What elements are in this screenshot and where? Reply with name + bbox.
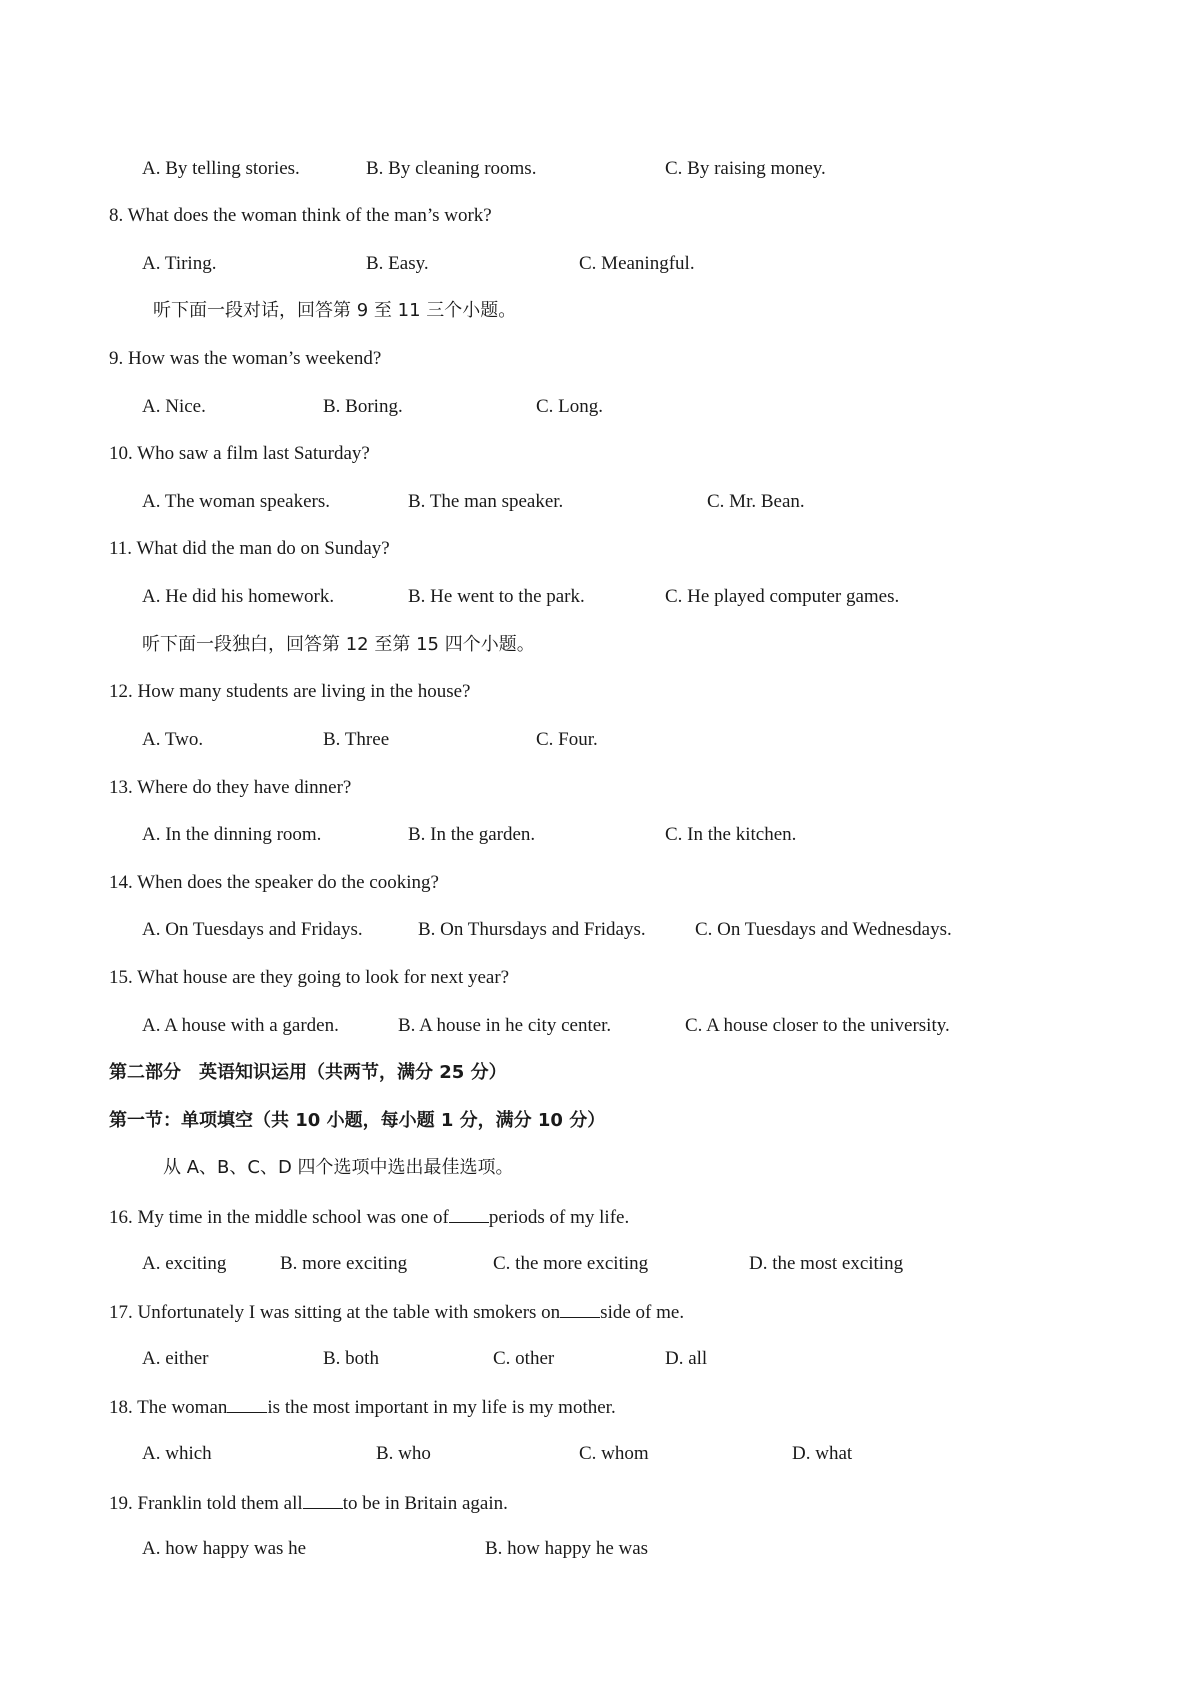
q17-text-before: 17. Unfortunately I was sitting at the table with smokers on <box>109 1302 561 1323</box>
q11-option-c: C. He played computer games. <box>665 586 900 607</box>
q17-option-b: B. both <box>323 1348 379 1369</box>
part2-heading: 第二部分 英语知识运用（共两节，满分 25 分） <box>109 1062 507 1083</box>
q16-option-d: D. the most exciting <box>749 1253 904 1274</box>
q18-blank <box>227 1394 267 1413</box>
q8-option-b: B. Easy. <box>366 253 429 274</box>
q7-option-a: A. By telling stories. <box>142 158 300 179</box>
instruction-9-11: 听下面一段对话，回答第 9 至 11 三个小题。 <box>153 300 517 321</box>
q17-option-c: C. other <box>493 1348 555 1369</box>
instruction-12-15: 听下面一段独白，回答第 12 至第 15 四个小题。 <box>142 634 535 655</box>
q15-option-a: A. A house with a garden. <box>142 1015 339 1036</box>
q16-question <box>109 1204 629 1230</box>
q13-question: 13. Where do they have dinner? <box>109 777 352 798</box>
q15-option-b: B. A house in he city center. <box>398 1015 612 1036</box>
q17-option-d: D. all <box>665 1348 708 1369</box>
q10-option-a: A. The woman speakers. <box>142 491 331 512</box>
q18-text-before: 18. The woman <box>109 1397 228 1418</box>
q19-text-before: 19. Franklin told them all <box>109 1493 303 1514</box>
q9-option-a: A. Nice. <box>142 396 206 417</box>
q15-question: 15. What house are they going to look for next year? <box>109 967 510 988</box>
q12-option-b: B. Three <box>323 729 390 750</box>
q18-option-c: C. whom <box>579 1443 649 1464</box>
q12-question: 12. How many students are living in the house? <box>109 681 471 702</box>
section1-heading: 第一节：单项填空（共 10 小题，每小题 1 分，满分 10 分） <box>109 1110 606 1131</box>
q15-option-c: C. A house closer to the university. <box>685 1015 950 1036</box>
q10-question: 10. Who saw a film last Saturday? <box>109 443 370 464</box>
q19-option-a: A. how happy was he <box>142 1538 307 1559</box>
q14-option-c: C. On Tuesdays and Wednesdays. <box>695 919 952 940</box>
q18-option-b: B. who <box>376 1443 431 1464</box>
q11-question: 11. What did the man do on Sunday? <box>109 538 390 559</box>
q7-option-c: C. By raising money. <box>665 158 826 179</box>
q12-option-a: A. Two. <box>142 729 204 750</box>
q16-blank <box>449 1204 489 1223</box>
q19-text-after: to be in Britain again. <box>342 1493 508 1514</box>
q8-option-a: A. Tiring. <box>142 253 217 274</box>
q17-question <box>109 1299 684 1325</box>
q16-option-b: B. more exciting <box>280 1253 408 1274</box>
q19-option-b: B. how happy he was <box>485 1538 649 1559</box>
q7-option-b: B. By cleaning rooms. <box>366 158 537 179</box>
q8-question: 8. What does the woman think of the man’s work? <box>109 205 492 226</box>
q16-text-after: periods of my life. <box>488 1207 630 1228</box>
q19-blank <box>303 1490 343 1509</box>
q16-option-c: C. the more exciting <box>493 1253 649 1274</box>
q17-option-a: A. either <box>142 1348 209 1369</box>
q14-question: 14. When does the speaker do the cooking? <box>109 872 439 893</box>
q14-option-a: A. On Tuesdays and Fridays. <box>142 919 363 940</box>
q19-question <box>109 1490 508 1516</box>
q9-option-c: C. Long. <box>536 396 604 417</box>
q10-option-c: C. Mr. Bean. <box>707 491 805 512</box>
q18-option-d: D. what <box>792 1443 853 1464</box>
q9-option-b: B. Boring. <box>323 396 403 417</box>
q9-question: 9. How was the woman’s weekend? <box>109 348 382 369</box>
section1-instruction: 从 A、B、C、D 四个选项中选出最佳选项。 <box>163 1157 514 1178</box>
q18-option-a: A. which <box>142 1443 212 1464</box>
q17-blank <box>560 1299 600 1318</box>
q13-option-c: C. In the kitchen. <box>665 824 797 845</box>
q13-option-b: B. In the garden. <box>408 824 536 845</box>
q18-question <box>109 1394 616 1420</box>
q16-option-a: A. exciting <box>142 1253 227 1274</box>
q14-option-b: B. On Thursdays and Fridays. <box>418 919 646 940</box>
q11-option-b: B. He went to the park. <box>408 586 585 607</box>
q13-option-a: A. In the dinning room. <box>142 824 322 845</box>
q12-option-c: C. Four. <box>536 729 598 750</box>
q16-text-before: 16. My time in the middle school was one of <box>109 1207 449 1228</box>
q11-option-a: A. He did his homework. <box>142 586 335 607</box>
q17-text-after: side of me. <box>600 1302 685 1323</box>
q8-option-c: C. Meaningful. <box>579 253 695 274</box>
q10-option-b: B. The man speaker. <box>408 491 564 512</box>
q18-text-after: is the most important in my life is my mother. <box>267 1397 616 1418</box>
